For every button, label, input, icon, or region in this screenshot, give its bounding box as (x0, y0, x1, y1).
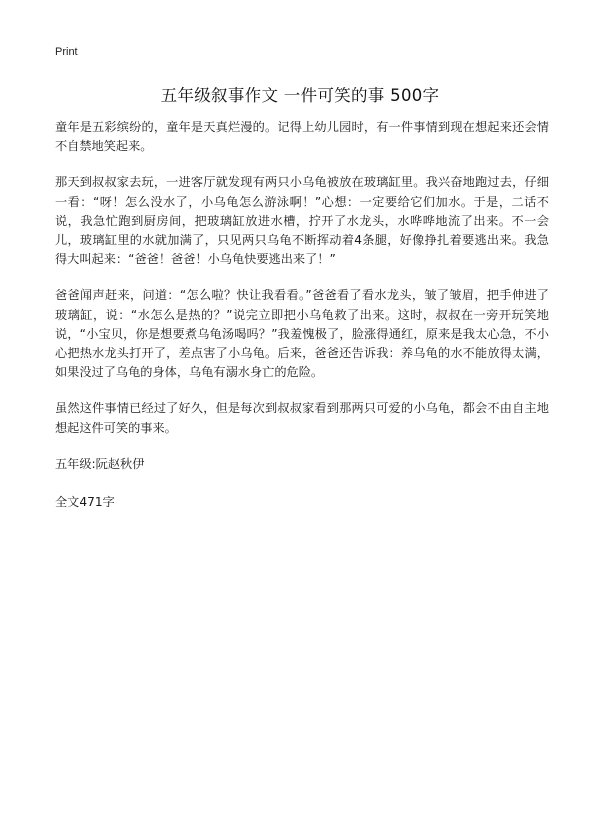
paragraph: 那天到叔叔家去玩，一进客厅就发现有两只小乌龟被放在玻璃缸里。我兴奋地跑过去，仔细一看：“呀！怎么没水了，小乌龟怎么游泳啊！”心想：一定要给它们加水。于是，二话不说，我急忙跑到厨房间，把玻璃缸放进水槽，拧开了水龙头，水哗哗地流了出来。不一会儿，玻璃缸里的水就加满了，只见两只乌龟不断挥动着4条腿，好像挣扎着要逃出来。我急得大叫起来：“爸爸！爸爸！小乌龟快要逃出来了！” (55, 175, 549, 267)
paragraph: 虽然这件事情已经过了好久，但是每次到叔叔家看到那两只可爱的小乌龟，都会不由自主地想起这件可笑的事来。 (55, 401, 549, 435)
word-count: 全文471字 (55, 494, 115, 509)
paragraph: 爸爸闻声赶来，问道：“怎么啦？快让我看看。”爸爸看了看水龙头，皱了皱眉，把手伸进了玻璃缸，说：“水怎么是热的？”说完立即把小乌龟救了出来。这时，叔叔在一旁开玩笑地说，“小宝贝，你是想要煮乌龟汤喝吗？”我羞愧极了，脸涨得通红，原来是我太心急，不小心把热水龙头打开了，差点害了小乌龟。后来，爸爸还告诉我：养乌龟的水不能放得太满，如果没过了乌龟的身体，乌龟有溺水身亡的危险。 (55, 288, 549, 380)
page-title: 五年级叙事作文 一件可笑的事 500字 (160, 86, 440, 105)
paragraph: 童年是五彩缤纷的，童年是天真烂漫的。记得上幼儿园时，有一件事情到现在想起来还会情不自禁地笑起来。 (55, 120, 549, 154)
article-body (55, 118, 549, 531)
author-line: 五年级:阮赵秋伊 (55, 456, 145, 471)
print-label: Print (55, 46, 78, 58)
